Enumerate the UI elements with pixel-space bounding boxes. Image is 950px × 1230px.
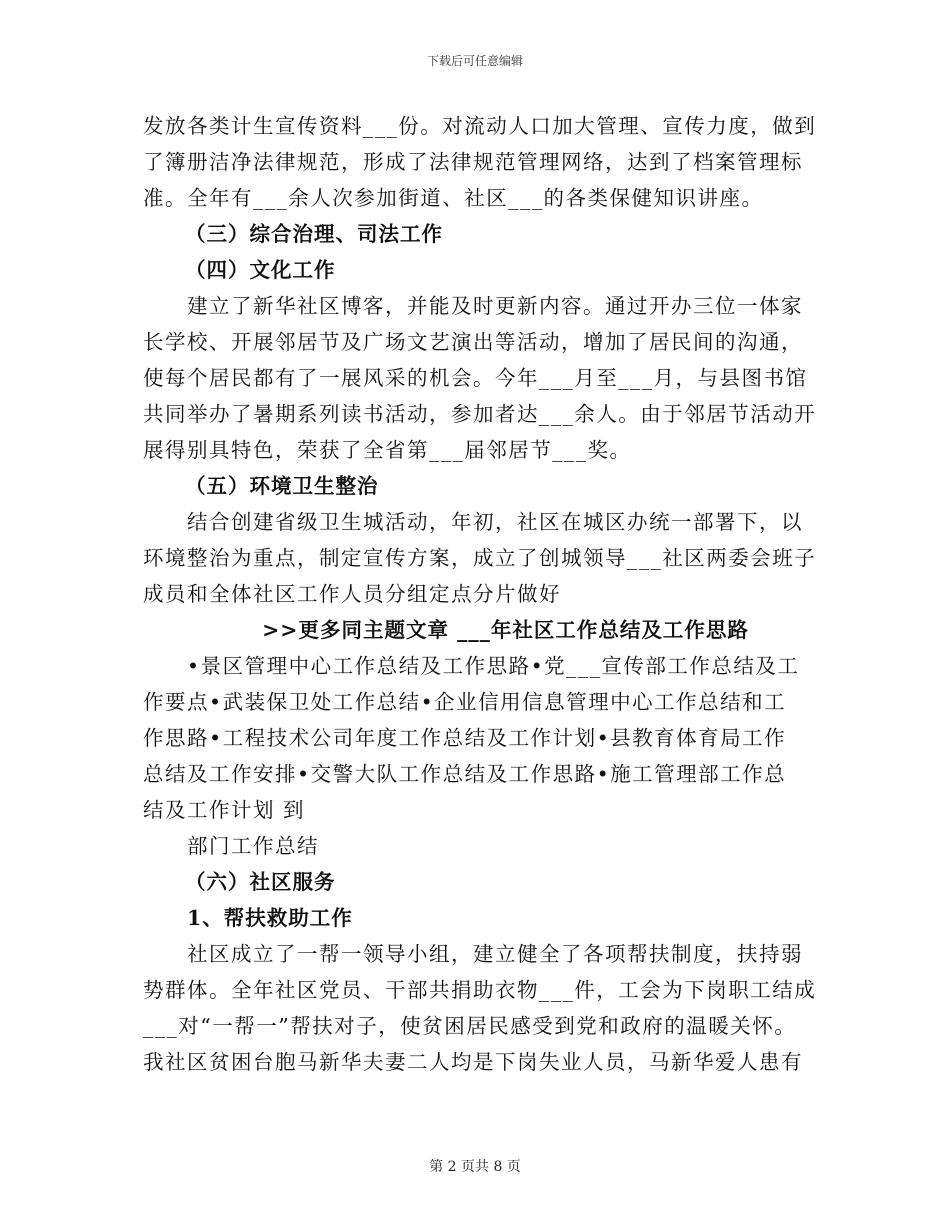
paragraph-line: 成员和全体社区工作人员分组定点分片做好 xyxy=(143,582,561,606)
page-footer: 第 2 页共 8 页 xyxy=(429,1159,521,1175)
section-heading: （三）综合治理、司法工作 xyxy=(185,222,443,246)
page-header: 下载后可任意编辑 xyxy=(426,54,523,68)
paragraph-line: 我社区贫困台胞马新华夫妻二人均是下岗失业人员，马新华爱人患有 xyxy=(143,1050,803,1074)
paragraph-line: ___对“一帮一”帮扶对子，使贫困居民感受到党和政府的温暖关怀。 xyxy=(143,1014,797,1038)
related-articles-line: 总结及工作安排•交警大队工作总结及工作思路•施工管理部工作总 xyxy=(143,762,787,786)
paragraph-line: 建立了新华社区博客，并能及时更新内容。通过开办三位一体家 xyxy=(187,294,803,318)
related-articles-heading: >>更多同主题文章 ___年社区工作总结及工作思路 xyxy=(262,618,749,642)
paragraph-line: 部门工作总结 xyxy=(187,834,319,858)
related-articles-line: 作要点•武装保卫处工作总结•企业信用信息管理中心工作总结和工 xyxy=(143,690,787,714)
subsection-heading: 1、帮扶救助工作 xyxy=(187,906,353,930)
related-articles-line: 结及工作计划 到 xyxy=(143,798,306,822)
section-heading: （五）环境卫生整治 xyxy=(185,474,379,498)
paragraph-line: 社区成立了一帮一领导小组，建立健全了各项帮扶制度，扶持弱 xyxy=(187,942,803,966)
related-articles-line: •景区管理中心工作总结及工作思路•党___宣传部工作总结及工 xyxy=(187,654,800,678)
paragraph-line: 使每个居民都有了一展风采的机会。今年___月至___月，与县图书馆 xyxy=(143,366,808,390)
paragraph-line: 长学校、开展邻居节及广场文艺演出等活动，增加了居民间的沟通， xyxy=(143,330,803,354)
paragraph-line: 了簿册洁净法律规范，形成了法律规范管理网络，达到了档案管理标 xyxy=(143,150,803,174)
document-body xyxy=(143,108,817,1080)
paragraph-line: 环境整治为重点，制定宣传方案，成立了创城领导___社区两委会班子 xyxy=(143,546,817,570)
paragraph-line: 势群体。全年社区党员、干部共捐助衣物___件，工会为下岗职工结成 xyxy=(143,978,817,1002)
paragraph-line: 结合创建省级卫生城活动，年初，社区在城区办统一部署下，以 xyxy=(187,510,803,534)
section-heading: （六）社区服务 xyxy=(185,870,336,894)
paragraph-line: 准。全年有___余人次参加街道、社区___的各类保健知识讲座。 xyxy=(143,186,764,210)
paragraph-line: 发放各类计生宣传资料___份。对流动人口加大管理、宣传力度，做到 xyxy=(143,114,817,138)
paragraph-line: 展得别具特色，荣获了全省第___届邻居节___奖。 xyxy=(143,438,632,462)
paragraph-line: 共同举办了暑期系列读书活动，参加者达___余人。由于邻居节活动开 xyxy=(143,402,817,426)
section-heading: （四）文化工作 xyxy=(185,258,336,282)
related-articles-line: 作思路•工程技术公司年度工作总结及工作计划•县教育体育局工作 xyxy=(143,726,787,750)
